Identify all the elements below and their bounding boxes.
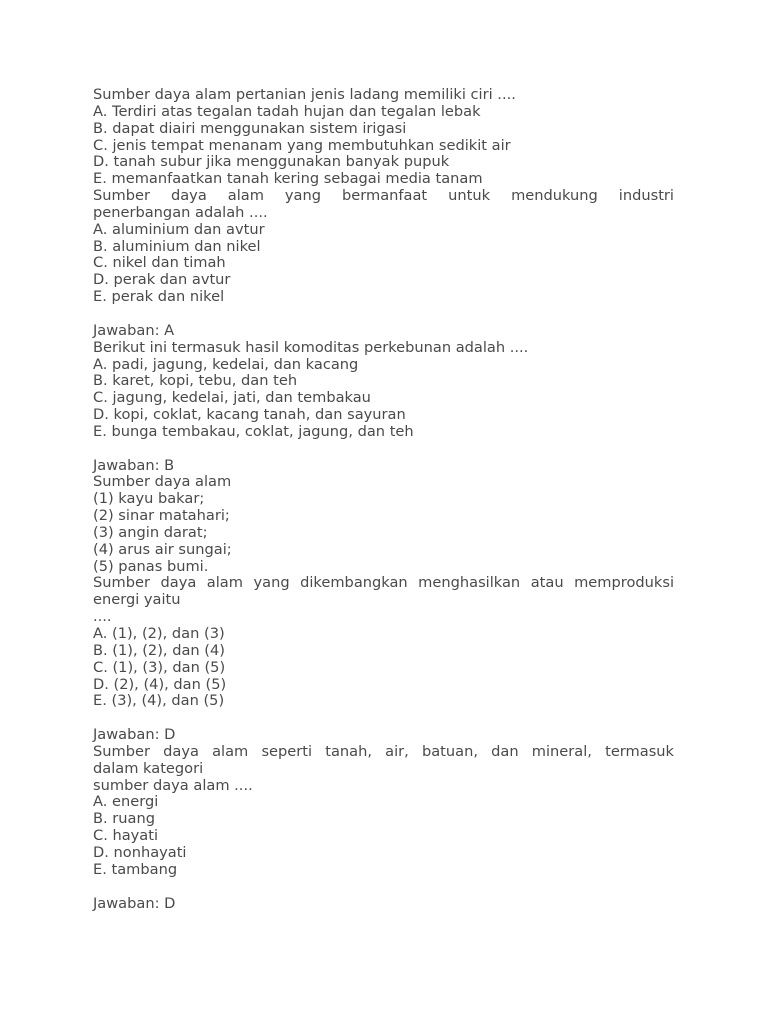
question-stem: Sumber daya alam seperti tanah, air, batuan, dan mineral, termasuk <box>93 742 674 760</box>
option-d: D. nonhayati <box>93 843 187 861</box>
list-item-3: (3) angin darat; <box>93 523 208 541</box>
option-e: E. tambang <box>93 860 178 878</box>
option-a: A. energi <box>93 793 159 811</box>
option-a: A. padi, jagung, kedelai, dan kacang <box>93 355 359 373</box>
question-intro: Sumber daya alam <box>93 473 232 491</box>
option-a: A. (1), (2), dan (3) <box>93 625 225 642</box>
option-e: E. memanfaatkan tanah kering sebagai media tanam <box>93 170 483 188</box>
question-stem-ellipsis: .... <box>93 608 112 626</box>
spacer <box>93 879 674 896</box>
question-3 <box>93 340 674 475</box>
question-2 <box>93 188 674 340</box>
question-stem: Sumber daya alam yang dikembangkan menghasilkan atau memproduksi <box>93 574 674 592</box>
answer-label: Jawaban: D <box>93 726 176 744</box>
document-body <box>93 87 674 912</box>
question-stem: Berikut ini termasuk hasil komoditas perkebunan adalah .... <box>93 338 529 356</box>
option-c: C. nikel dan timah <box>93 254 226 272</box>
question-1 <box>93 87 674 188</box>
spacer <box>93 306 674 323</box>
option-e: E. (3), (4), dan (5) <box>93 692 225 710</box>
option-a: A. Terdiri atas tegalan tadah hujan dan tegalan lebak <box>93 102 481 120</box>
answer-label: Jawaban: B <box>93 456 175 474</box>
option-d: D. kopi, coklat, kacang tanah, dan sayuran <box>93 406 406 424</box>
question-5 <box>93 744 674 912</box>
answer-label: Jawaban: D <box>93 894 176 912</box>
list-item-2: (2) sinar matahari; <box>93 507 230 525</box>
option-b: B. ruang <box>93 810 155 828</box>
option-c: C. jenis tempat menanam yang membutuhkan sedikit air <box>93 136 511 154</box>
list-item-4: (4) arus air sungai; <box>93 540 232 558</box>
question-stem: Sumber daya alam yang bermanfaat untuk mendukung industri <box>93 187 674 205</box>
option-b: B. aluminium dan nikel <box>93 237 261 255</box>
question-stem-continued: sumber daya alam .... <box>93 776 253 794</box>
spacer <box>93 441 674 458</box>
question-4 <box>93 474 674 744</box>
question-stem-continued: dalam kategori <box>93 759 204 777</box>
option-d: D. (2), (4), dan (5) <box>93 675 227 693</box>
option-c: C. jagung, kedelai, jati, dan tembakau <box>93 389 371 407</box>
option-d: D. perak dan avtur <box>93 271 231 289</box>
list-item-1: (1) kayu bakar; <box>93 490 205 508</box>
option-d: D. tanah subur jika menggunakan banyak pupuk <box>93 153 450 171</box>
spacer <box>93 710 674 727</box>
question-stem-continued: penerbangan adalah .... <box>93 203 268 221</box>
question-stem: Sumber daya alam pertanian jenis ladang memiliki ciri .... <box>93 86 516 103</box>
option-b: B. (1), (2), dan (4) <box>93 641 225 659</box>
option-e: E. bunga tembakau, coklat, jagung, dan teh <box>93 422 414 440</box>
option-c: C. (1), (3), dan (5) <box>93 658 226 676</box>
question-stem-continued: energi yaitu <box>93 591 181 609</box>
option-a: A. aluminium dan avtur <box>93 220 265 238</box>
option-b: B. dapat diairi menggunakan sistem irigasi <box>93 119 407 137</box>
option-e: E. perak dan nikel <box>93 288 225 306</box>
option-b: B. karet, kopi, tebu, dan teh <box>93 372 298 390</box>
list-item-5: (5) panas bumi. <box>93 557 209 575</box>
answer-label: Jawaban: A <box>93 321 175 339</box>
option-c: C. hayati <box>93 827 159 845</box>
